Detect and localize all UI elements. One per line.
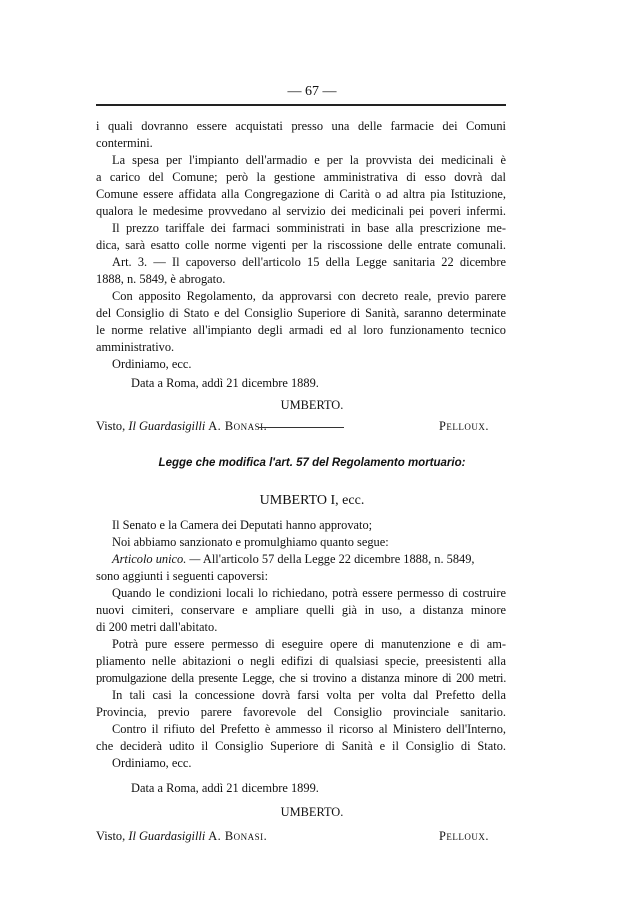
law2-heading: Legge che modifica l'art. 57 del Regolamento mortuario:	[158, 457, 466, 469]
law2-line-9: pliamento nelle abitazioni o negli edifizi di qualsiasi specie, preesistenti alla	[96, 654, 506, 668]
law1-line-10: 1888, n. 5849, è abrogato.	[96, 272, 226, 286]
law2-line-15: Ordiniamo, ecc.	[112, 756, 192, 770]
articolo-unico-label: Articolo unico. —	[112, 552, 201, 566]
law2-line-14: che deciderà udito il Consiglio Superiore di Sanità e il Consiglio di Stato.	[96, 739, 506, 753]
law1-line-14: amministrativo.	[96, 340, 175, 354]
law2-minister: Pelloux.	[439, 829, 489, 843]
law1-line-8: dica, sarà esatto colle norme vigenti per la riscossione delle entrate comunali.	[96, 238, 506, 252]
law2-king-title: UMBERTO I, ecc.	[259, 493, 365, 508]
law1-line-6: qualora le medesime provvedano al servizio dei medicinali pei poveri infermi.	[96, 204, 506, 218]
law2-line-4: sono aggiunti i seguenti capoversi:	[96, 569, 269, 583]
law2-line-6: nuovi cimiteri, conservare e ampliare quelli già in uso, a distanza minore	[96, 603, 506, 617]
law1-line-2: contermini.	[96, 136, 153, 150]
law1-line-15: Ordiniamo, ecc.	[112, 357, 192, 371]
section-divider	[258, 427, 344, 428]
law1-line-11: Con apposito Regolamento, da approvarsi con decreto reale, previo parere	[112, 289, 506, 303]
law2-line-7: di 200 metri dall'abitato.	[96, 620, 218, 634]
page-number: — 67 —	[287, 84, 337, 99]
law1-line-9: Art. 3. — Il capoverso dell'articolo 15 della Legge sanitaria 22 dicembre	[112, 255, 506, 269]
law1-line-4: a carico del Comune; però la gestione amministrativa di esso dovrà dal	[96, 170, 506, 184]
law1-date: Data a Roma, addì 21 dicembre 1889.	[131, 376, 319, 390]
law2-line-10: promulgazione della presente Legge, che si trovino a distanza minore di 200 metri.	[96, 671, 506, 685]
law1-line-5: Comune essere affidata alla Congregazione di Carità o ad altra pia Istituzione,	[96, 187, 506, 201]
law2-line-5: Quando le condizioni locali lo richiedano, potrà essere permesso di costruire	[112, 586, 506, 600]
law2-visto: Visto, Il Guardasigilli A. Bonasi.	[96, 829, 268, 843]
law2-line-13: Contro il rifiuto del Prefetto è ammesso il ricorso al Ministero dell'Interno,	[112, 722, 506, 736]
law2-line-11: In tali casi la concessione dovrà farsi volta per volta dal Prefetto della	[112, 688, 506, 702]
law2-line-8: Potrà pure essere permesso di eseguire opere di manutenzione e di am-	[112, 637, 506, 651]
law2-line-1: Il Senato e la Camera dei Deputati hanno approvato;	[112, 518, 373, 532]
law2-date: Data a Roma, addì 21 dicembre 1899.	[131, 781, 319, 795]
law1-line-13: le norme relative all'impianto degli armadi ed al loro funzionamento tecnico	[96, 323, 506, 337]
law1-king: UMBERTO.	[280, 398, 344, 412]
law1-line-3: La spesa per l'impianto dell'armadio e per la provvista dei medicinali è	[112, 153, 506, 167]
law2-line-3: Articolo unico. — All'articolo 57 della Legge 22 dicembre 1888, n. 5849,	[112, 552, 475, 566]
law1-minister: Pelloux.	[439, 419, 489, 433]
law2-king: UMBERTO.	[280, 805, 344, 819]
law1-visto: Visto, Il Guardasigilli A. Bonasi.	[96, 419, 268, 433]
law2-line-2: Noi abbiamo sanzionato e promulghiamo quanto segue:	[112, 535, 389, 549]
law1-line-12: del Consiglio di Stato e del Consiglio Superiore di Sanità, saranno determinate	[96, 306, 506, 320]
law2-line-12: Provincia, previo parere favorevole del Consiglio provinciale sanitario.	[96, 705, 506, 719]
top-rule	[96, 104, 506, 106]
law1-line-1: i quali dovranno essere acquistati presso una delle farmacie dei Comuni	[96, 119, 506, 133]
law1-line-7: Il prezzo tariffale dei farmaci somministrati in base alla prescrizione me-	[112, 221, 506, 235]
